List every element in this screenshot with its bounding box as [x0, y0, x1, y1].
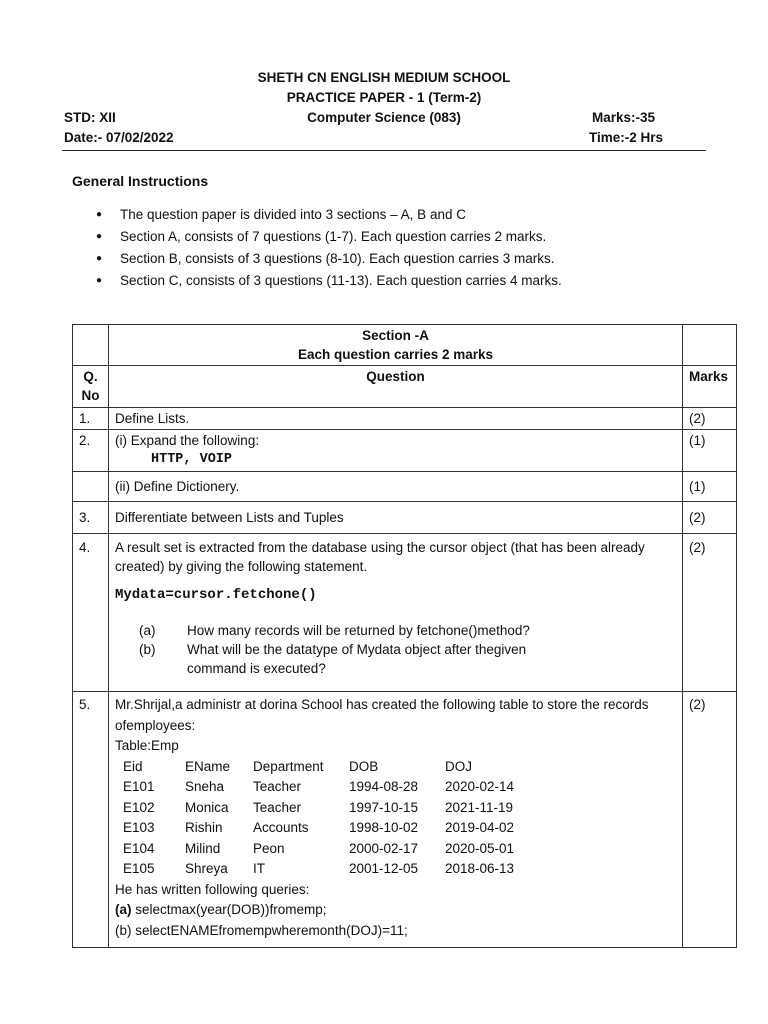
std-label: STD: XII: [64, 110, 116, 125]
date-label: Date:- 07/02/2022: [64, 130, 174, 145]
emp-cell: Rishin: [185, 820, 223, 835]
query-label: (a): [115, 902, 132, 917]
emp-cell: Milind: [185, 840, 221, 856]
emp-cell: 1997-10-15: [349, 799, 419, 815]
emp-cell: 1994-08-28: [349, 779, 419, 794]
emp-cell: E103: [123, 820, 155, 835]
question-marks: (2): [683, 502, 737, 534]
sub-question: [115, 640, 676, 678]
instructions-list: [96, 205, 562, 293]
school-name: SHETH CN ENGLISH MEDIUM SCHOOL: [257, 70, 511, 85]
question-marks: (2): [683, 692, 737, 948]
instruction-item: ● Section B, consists of 3 questions (8-10). Each question carries 3 marks.: [96, 249, 562, 271]
question-table: [72, 324, 737, 948]
marks-header: Marks: [683, 366, 737, 408]
question-text: Differentiate between Lists and Tuples: [109, 502, 683, 534]
instruction-item: ● Section C, consists of 3 questions (11-13). Each question carries 4 marks.: [96, 271, 562, 293]
emp-column: Eid: [123, 758, 143, 774]
emp-column: DOB: [349, 758, 379, 774]
emp-cell: Shreya: [185, 861, 228, 876]
emp-cell: 1998-10-02: [349, 820, 419, 835]
question-row: [73, 408, 737, 430]
qno-header: Q. No: [73, 366, 109, 408]
question-marks: (1): [683, 430, 737, 472]
question-row: [73, 692, 737, 948]
paper-title: PRACTICE PAPER - 1 (Term-2): [286, 90, 482, 105]
subject-label: Computer Science (083): [307, 110, 461, 125]
marks-label: Marks:-35: [592, 110, 656, 125]
query-a: [115, 900, 676, 921]
question-marks: (1): [683, 472, 737, 502]
emp-cell: Teacher: [253, 779, 302, 794]
question-number: 3.: [73, 502, 109, 534]
emp-cell: E104: [123, 840, 155, 856]
question-header: Question: [109, 366, 683, 408]
section-header-row: [73, 325, 737, 366]
question-row: [73, 472, 737, 502]
sub-question-text: What will be the datatype of Mydata object after thegiven command is executed?: [187, 642, 527, 676]
sub-question-label: (b): [139, 642, 156, 657]
query-text: selectmax(year(DOB))fromemp;: [135, 902, 327, 917]
emp-cell: Monica: [185, 799, 229, 815]
question-number: 1.: [73, 408, 109, 430]
emp-cell: 2001-12-05: [349, 861, 419, 876]
sub-question-text: How many records will be returned by fetchone()method?: [187, 623, 530, 638]
emp-table-row: [115, 818, 676, 839]
emp-cell: IT: [253, 861, 265, 876]
emp-cell: 2020-02-14: [445, 779, 515, 794]
sub-question-label: (a): [139, 623, 156, 638]
section-title: Section -A: [362, 328, 429, 343]
emp-cell: E101: [123, 779, 155, 794]
question-text: (ii) Define Dictionery.: [109, 472, 683, 502]
time-label: Time:-2 Hrs: [589, 130, 664, 145]
question-number: 5.: [73, 692, 109, 948]
table-name: Table:Emp: [115, 738, 179, 753]
emp-cell: Peon: [253, 840, 285, 856]
question-marks: (2): [683, 408, 737, 430]
question-row: [73, 430, 737, 472]
question-text: Define Lists.: [109, 408, 683, 430]
question-number: 2.: [73, 430, 109, 472]
question-marks: (2): [683, 534, 737, 692]
emp-cell: 2021-11-19: [445, 799, 514, 815]
code-snippet: Mydata=cursor.fetchone(): [115, 587, 317, 603]
column-header-row: [73, 366, 737, 408]
emp-cell: 2020-05-01: [445, 840, 515, 856]
question-row: [73, 534, 737, 692]
question-text: A result set is extracted from the database using the cursor object (that has been already created) by giving the following statement.: [115, 540, 645, 574]
emp-column: DOJ: [445, 758, 472, 774]
emp-cell: Teacher: [253, 799, 302, 815]
instruction-item: ● Section A, consists of 7 questions (1-7). Each question carries 2 marks.: [96, 227, 562, 249]
emp-table-header: [115, 757, 676, 778]
emp-cell: Sneha: [185, 779, 225, 794]
question-text: Mr.Shrijal,a administr at dorina School has created the following table to store the records ofemployees:: [115, 697, 649, 733]
emp-table-row: [115, 859, 676, 880]
emp-cell: 2019-04-02: [445, 820, 515, 835]
question-text: (i) Expand the following:: [115, 433, 260, 448]
emp-column: EName: [185, 758, 231, 774]
emp-column: Department: [253, 758, 324, 774]
emp-table-row: [115, 777, 676, 798]
sub-question: [115, 621, 676, 640]
code-snippet: HTTP, VOIP: [151, 452, 233, 467]
section-subtitle: Each question carries 2 marks: [297, 347, 494, 362]
instructions-title: General Instructions: [72, 173, 209, 189]
emp-cell: E102: [123, 799, 155, 815]
question-number: 4.: [73, 534, 109, 692]
header-divider: [62, 150, 706, 151]
question-row: [73, 502, 737, 534]
emp-cell: E105: [123, 861, 155, 876]
instruction-item: ● The question paper is divided into 3 sections – A, B and C: [96, 205, 562, 227]
question-text: He has written following queries:: [115, 881, 310, 897]
query-b: (b) selectENAMEfromempwheremonth(DOJ)=11;: [115, 922, 408, 938]
emp-table-row: [115, 839, 676, 860]
emp-table-row: [115, 798, 676, 819]
emp-cell: 2000-02-17: [349, 840, 419, 856]
emp-cell: 2018-06-13: [445, 861, 515, 876]
emp-cell: Accounts: [253, 820, 309, 835]
